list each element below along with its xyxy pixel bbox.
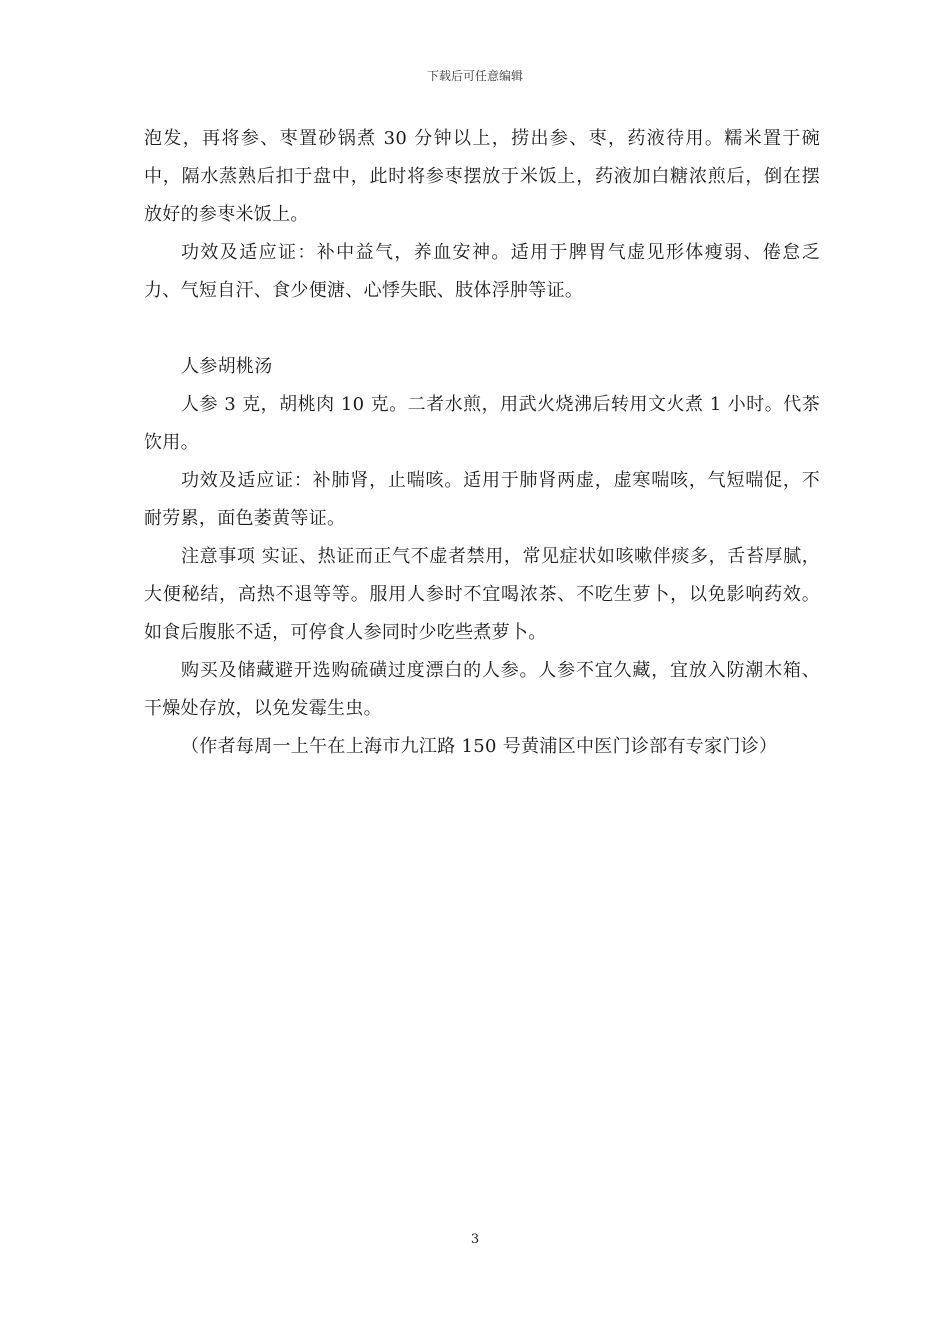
recipe-title: 人参胡桃汤 (181, 356, 273, 377)
paragraph-recipe-method: 泡发，再将参、枣置砂锅煮 30 分钟以上，捞出参、枣，药液待用。糯米置于碗中，隔水蒸熟后扣于盘中，此时将参枣摆放于米饭上，药液加白糖浓煎后，倒在摆放好的参枣米饭上。 (144, 128, 820, 225)
paragraph-recipe-ingredients: 人参 3 克，胡桃肉 10 克。二者水煎，用武火烧沸后转用文火煮 1 小时。代茶饮用。 (144, 394, 820, 453)
paragraph-precautions: 注意事项 实证、热证而正气不虚者禁用，常见症状如咳嗽伴痰多，舌苔厚腻，大便秘结，高热不退等等。服用人参时不宜喝浓茶、不吃生萝卜，以免影响药效。如食后腹胀不适，可停食人参同时少吃些煮萝卜。 (144, 546, 820, 643)
paragraph-efficacy-2: 功效及适应证：补肺肾，止喘咳。适用于肺肾两虚，虚寒喘咳，气短喘促，不耐劳累，面色萎黄等证。 (144, 470, 820, 529)
document-body (144, 120, 820, 766)
page-number: 3 (470, 1232, 480, 1247)
paragraph-spacer (144, 310, 820, 348)
paragraph-efficacy-1: 功效及适应证：补中益气，养血安神。适用于脾胃气虚见形体瘦弱、倦怠乏力、气短自汗、食少便溏、心悸失眠、肢体浮肿等证。 (144, 242, 820, 301)
paragraph-author-note: （作者每周一上午在上海市九江路 150 号黄浦区中医门诊部有专家门诊） (181, 736, 778, 757)
paragraph-storage: 购买及储藏避开选购硫磺过度漂白的人参。人参不宜久藏，宜放入防潮木箱、干燥处存放，以免发霉生虫。 (144, 660, 820, 719)
header-note: 下载后可任意编辑 (426, 69, 523, 83)
